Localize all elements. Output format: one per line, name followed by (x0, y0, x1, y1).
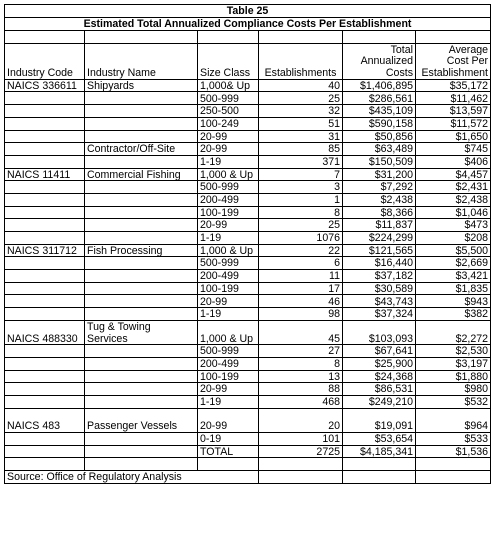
establishments-cell: 3 (259, 181, 343, 194)
establishments-cell: 31 (259, 130, 343, 143)
average-cost-cell (416, 320, 491, 332)
industry-code-cell: NAICS 11411 (5, 168, 85, 181)
table-row (5, 345, 491, 358)
industry-name-cell (85, 181, 198, 194)
header-size-class: Size Class (198, 67, 259, 79)
industry-name-cell (85, 383, 198, 396)
total-cost-cell: $11,837 (343, 219, 416, 232)
establishments-cell: 32 (259, 105, 343, 118)
establishments-cell: 1076 (259, 232, 343, 245)
average-cost-cell: $382 (416, 308, 491, 321)
total-cost-cell: $8,366 (343, 206, 416, 219)
table-row (5, 105, 491, 118)
table-cell (343, 408, 416, 420)
table-row (5, 219, 491, 232)
establishments-cell: 7 (259, 168, 343, 181)
industry-code-cell (5, 219, 85, 232)
industry-name-cell: Services (85, 333, 198, 345)
table-row (5, 143, 491, 156)
source-row (5, 471, 491, 484)
size-class-cell: 1-19 (198, 232, 259, 245)
industry-code-cell (5, 320, 85, 332)
size-class-cell: 20-99 (198, 383, 259, 396)
average-cost-cell: $11,572 (416, 117, 491, 130)
establishments-cell (259, 320, 343, 332)
establishments-cell: 8 (259, 206, 343, 219)
size-class-cell: 250-500 (198, 105, 259, 118)
average-cost-cell: $964 (416, 420, 491, 432)
industry-name-cell (85, 117, 198, 130)
average-cost-cell: $473 (416, 219, 491, 232)
industry-name-cell (85, 357, 198, 370)
table-cell (5, 445, 85, 458)
total-cost-cell: $2,438 (343, 193, 416, 206)
size-class-cell: 1-19 (198, 395, 259, 408)
industry-name-cell (85, 232, 198, 245)
industry-code-cell (5, 308, 85, 321)
average-cost-cell: $1,650 (416, 130, 491, 143)
establishments-cell: 85 (259, 143, 343, 156)
size-class-cell: 1,000& Up (198, 79, 259, 92)
industry-code-cell (5, 181, 85, 194)
header-total-line3: Costs (343, 67, 416, 79)
industry-code-cell: NAICS 336611 (5, 79, 85, 92)
average-cost-cell: $533 (416, 433, 491, 446)
table-row (5, 395, 491, 408)
industry-code-cell (5, 155, 85, 168)
table-row (5, 270, 491, 283)
table-cell (5, 408, 85, 420)
total-average-cost-cell: $1,536 (416, 445, 491, 458)
industry-code-cell (5, 383, 85, 396)
table-cell (416, 471, 491, 484)
table-cell (85, 458, 198, 471)
establishments-cell: 25 (259, 219, 343, 232)
average-cost-cell: $2,431 (416, 181, 491, 194)
average-cost-cell: $5,500 (416, 244, 491, 257)
table-cell (259, 471, 343, 484)
establishments-cell: 22 (259, 244, 343, 257)
size-class-cell: 20-99 (198, 143, 259, 156)
table-cell (416, 458, 491, 471)
header-row-2 (5, 55, 491, 67)
table-cell (259, 408, 343, 420)
industry-code-cell (5, 395, 85, 408)
size-class-cell: 20-99 (198, 130, 259, 143)
table-row (5, 295, 491, 308)
table-row (5, 282, 491, 295)
average-cost-cell: $745 (416, 143, 491, 156)
spacer-row (5, 31, 491, 44)
establishments-cell: 1 (259, 193, 343, 206)
industry-code-cell (5, 357, 85, 370)
average-cost-cell: $3,421 (416, 270, 491, 283)
establishments-cell: 11 (259, 270, 343, 283)
table-row (5, 357, 491, 370)
average-cost-cell: $1,046 (416, 206, 491, 219)
total-establishments-cell: 2725 (259, 445, 343, 458)
industry-name-cell (85, 370, 198, 383)
establishments-cell: 371 (259, 155, 343, 168)
size-class-cell: 1-19 (198, 155, 259, 168)
size-class-cell: 500-999 (198, 257, 259, 270)
establishments-cell: 88 (259, 383, 343, 396)
industry-code-cell (5, 105, 85, 118)
size-class-cell: 500-999 (198, 92, 259, 105)
establishments-cell: 101 (259, 433, 343, 446)
table-row (5, 130, 491, 143)
table-cell (343, 458, 416, 471)
industry-code-cell (5, 295, 85, 308)
average-cost-cell: $2,530 (416, 345, 491, 358)
establishments-cell: 51 (259, 117, 343, 130)
table-cell (85, 408, 198, 420)
compliance-cost-table (4, 4, 491, 484)
size-class-cell (198, 320, 259, 332)
industry-name-cell (85, 395, 198, 408)
header-industry-code: Industry Code (5, 67, 85, 79)
spacer-row (5, 408, 491, 420)
size-class-cell: 20-99 (198, 295, 259, 308)
table-cell (5, 458, 85, 471)
industry-name-cell (85, 193, 198, 206)
table-cell (259, 458, 343, 471)
total-cost-cell: $224,299 (343, 232, 416, 245)
header-avg-line2: Cost Per (416, 55, 491, 67)
size-class-cell: 1,000 & Up (198, 244, 259, 257)
industry-name-cell (85, 257, 198, 270)
average-cost-cell: $980 (416, 383, 491, 396)
size-class-cell: 200-499 (198, 193, 259, 206)
establishments-cell: 468 (259, 395, 343, 408)
industry-code-cell: NAICS 311712 (5, 244, 85, 257)
industry-name-cell: Shipyards (85, 79, 198, 92)
table-cell (85, 445, 198, 458)
industry-name-cell (85, 345, 198, 358)
industry-name-cell (85, 308, 198, 321)
total-cost-cell: $37,324 (343, 308, 416, 321)
establishments-cell: 13 (259, 370, 343, 383)
size-class-cell: 500-999 (198, 345, 259, 358)
table-row (5, 333, 491, 345)
industry-code-cell (5, 130, 85, 143)
table-cell (198, 408, 259, 420)
industry-code-cell (5, 345, 85, 358)
industry-name-cell (85, 219, 198, 232)
total-cost-cell: $67,641 (343, 345, 416, 358)
industry-code-cell (5, 193, 85, 206)
size-class-cell: 1,000 & Up (198, 168, 259, 181)
establishments-cell: 17 (259, 282, 343, 295)
size-class-cell: 20-99 (198, 420, 259, 432)
average-cost-cell: $2,438 (416, 193, 491, 206)
average-cost-cell: $208 (416, 232, 491, 245)
industry-code-cell (5, 433, 85, 446)
size-class-cell: 200-499 (198, 270, 259, 283)
industry-code-cell (5, 270, 85, 283)
table-title: Estimated Total Annualized Compliance Costs Per Establishment (5, 18, 491, 31)
establishments-cell: 27 (259, 345, 343, 358)
total-cost-cell: $37,182 (343, 270, 416, 283)
industry-name-cell (85, 130, 198, 143)
total-cost-cell: $7,292 (343, 181, 416, 194)
establishments-cell: 25 (259, 92, 343, 105)
total-cost-cell: $86,531 (343, 383, 416, 396)
size-class-cell: 100-199 (198, 370, 259, 383)
industry-code-cell: NAICS 483 (5, 420, 85, 432)
size-class-cell: 100-199 (198, 282, 259, 295)
source-note: Source: Office of Regulatory Analysis (5, 471, 259, 484)
industry-name-cell: Contractor/Off-Site (85, 143, 198, 156)
average-cost-cell: $943 (416, 295, 491, 308)
table-cell (198, 458, 259, 471)
total-cost-cell: $103,093 (343, 333, 416, 345)
size-class-cell: 100-199 (198, 206, 259, 219)
total-cost-cell: $24,368 (343, 370, 416, 383)
total-cost-cell: $43,743 (343, 295, 416, 308)
size-class-cell: 20-99 (198, 219, 259, 232)
total-cost-cell: $25,900 (343, 357, 416, 370)
industry-code-cell (5, 370, 85, 383)
table-row (5, 168, 491, 181)
total-cost-cell: $16,440 (343, 257, 416, 270)
industry-name-cell: Commercial Fishing (85, 168, 198, 181)
establishments-cell: 6 (259, 257, 343, 270)
header-total-line1: Total (343, 43, 416, 55)
header-row-3 (5, 67, 491, 79)
total-cost-cell: $150,509 (343, 155, 416, 168)
compliance-cost-table-container (4, 4, 490, 484)
average-cost-cell: $406 (416, 155, 491, 168)
average-cost-cell: $2,272 (416, 333, 491, 345)
industry-name-cell: Tug & Towing (85, 320, 198, 332)
industry-code-cell (5, 143, 85, 156)
table-cell (343, 471, 416, 484)
average-cost-cell: $1,835 (416, 282, 491, 295)
average-cost-cell: $4,457 (416, 168, 491, 181)
table-row (5, 320, 491, 332)
table-row (5, 155, 491, 168)
total-cost-cell: $590,158 (343, 117, 416, 130)
industry-code-cell (5, 232, 85, 245)
average-cost-cell: $3,197 (416, 357, 491, 370)
header-avg-line3: Establishment (416, 67, 491, 79)
industry-code-cell: NAICS 488330 (5, 333, 85, 345)
average-cost-cell: $1,880 (416, 370, 491, 383)
total-row (5, 445, 491, 458)
total-cost-cell: $53,654 (343, 433, 416, 446)
industry-name-cell (85, 206, 198, 219)
table-row (5, 92, 491, 105)
total-cost-cell: $435,109 (343, 105, 416, 118)
table-row (5, 308, 491, 321)
table-row (5, 370, 491, 383)
spacer-row (5, 458, 491, 471)
table-row (5, 244, 491, 257)
industry-name-cell: Passenger Vessels (85, 420, 198, 432)
total-cost-cell: $1,406,895 (343, 79, 416, 92)
total-cost-cell: $286,561 (343, 92, 416, 105)
industry-name-cell (85, 155, 198, 168)
size-class-cell: 100-249 (198, 117, 259, 130)
header-total-line2: Annualized (343, 55, 416, 67)
establishments-cell: 46 (259, 295, 343, 308)
table-row (5, 181, 491, 194)
total-cost-cell: $63,489 (343, 143, 416, 156)
establishments-cell: 40 (259, 79, 343, 92)
table-row (5, 433, 491, 446)
header-industry-name: Industry Name (85, 67, 198, 79)
industry-name-cell (85, 282, 198, 295)
total-cost-cell: $121,565 (343, 244, 416, 257)
industry-name-cell (85, 295, 198, 308)
industry-name-cell (85, 92, 198, 105)
average-cost-cell: $2,669 (416, 257, 491, 270)
table-row (5, 420, 491, 432)
establishments-cell: 45 (259, 333, 343, 345)
industry-code-cell (5, 257, 85, 270)
industry-name-cell (85, 105, 198, 118)
table-row (5, 117, 491, 130)
total-cost-cell: $19,091 (343, 420, 416, 432)
grand-total-cost-cell: $4,185,341 (343, 445, 416, 458)
size-class-cell: 500-999 (198, 181, 259, 194)
header-row-1 (5, 43, 491, 55)
table-row (5, 206, 491, 219)
table-row (5, 257, 491, 270)
establishments-cell: 8 (259, 357, 343, 370)
establishments-cell: 98 (259, 308, 343, 321)
industry-code-cell (5, 206, 85, 219)
industry-name-cell: Fish Processing (85, 244, 198, 257)
industry-code-cell (5, 92, 85, 105)
industry-code-cell (5, 282, 85, 295)
table-row (5, 232, 491, 245)
table-number: Table 25 (5, 5, 491, 18)
table-cell (416, 408, 491, 420)
table-row (5, 193, 491, 206)
total-label-cell: TOTAL (198, 445, 259, 458)
table-row (5, 383, 491, 396)
total-cost-cell: $50,856 (343, 130, 416, 143)
size-class-cell: 200-499 (198, 357, 259, 370)
industry-name-cell (85, 433, 198, 446)
total-cost-cell (343, 320, 416, 332)
header-avg-line1: Average (416, 43, 491, 55)
average-cost-cell: $11,462 (416, 92, 491, 105)
size-class-cell: 1-19 (198, 308, 259, 321)
average-cost-cell: $532 (416, 395, 491, 408)
size-class-cell: 1,000 & Up (198, 333, 259, 345)
header-establishments: Establishments (259, 67, 343, 79)
table-row (5, 79, 491, 92)
average-cost-cell: $35,172 (416, 79, 491, 92)
establishments-cell: 20 (259, 420, 343, 432)
industry-name-cell (85, 270, 198, 283)
total-cost-cell: $31,200 (343, 168, 416, 181)
industry-code-cell (5, 117, 85, 130)
average-cost-cell: $13,597 (416, 105, 491, 118)
total-cost-cell: $30,589 (343, 282, 416, 295)
size-class-cell: 0-19 (198, 433, 259, 446)
total-cost-cell: $249,210 (343, 395, 416, 408)
